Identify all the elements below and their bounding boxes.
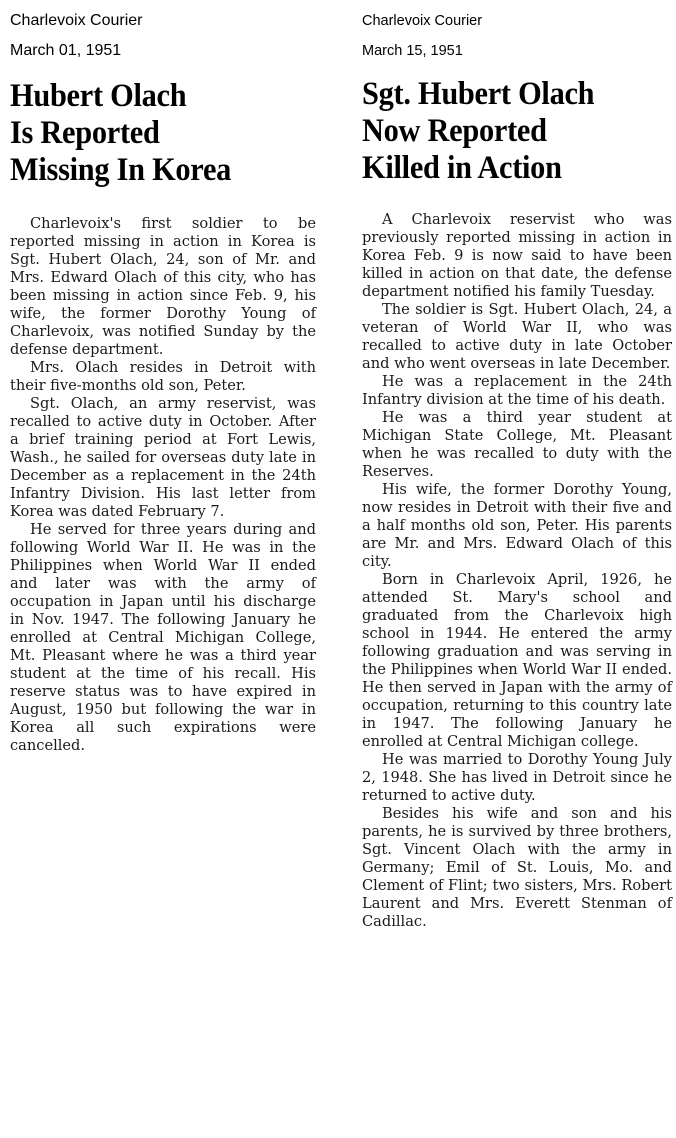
publication-date: March 15, 1951: [362, 43, 463, 59]
article-paragraph: His wife, the former Dorothy Young, now resides in Detroit with their five and a half months old son, Peter. His parents are Mr. and Mrs. Edward Olach of this city.: [362, 481, 672, 570]
article-paragraph: He was married to Dorothy Young July 2, 1948. She has lived in Detroit since he returned to active duty.: [362, 751, 672, 804]
article-paragraph: He was a replacement in the 24th Infantry division at the time of his death.: [362, 373, 672, 408]
article-paragraph: He served for three years during and following World War II. He was in the Philippines when World War II ended and later was with the army of occupation in Japan until his discharge in Nov. 1947. The following January he enrolled at Central Michigan College, Mt. Pleasant where he was a third year student at the time of his recall. His reserve status was to have expired in August, 1950 but following the war in Korea all such expirations were cancelled.: [10, 521, 316, 754]
headline-line: Hubert Olach: [10, 78, 187, 114]
headline-line: Is Reported: [10, 115, 160, 151]
article-paragraph: A Charlevoix reservist who was previously reported missing in action in Korea Feb. 9 is now said to have been killed in action on that date, the defense department notified his family Tuesday.: [362, 211, 672, 300]
headline-line: Killed in Action: [362, 150, 562, 186]
clipping-killed-in-action: [362, 0, 672, 931]
newspaper-name: Charlevoix Courier: [362, 13, 483, 29]
newspaper-name: Charlevoix Courier: [10, 12, 143, 29]
article-paragraph: Mrs. Olach resides in Detroit with their five-months old son, Peter.: [10, 359, 316, 394]
headline: [362, 76, 675, 187]
article-body: [362, 211, 672, 931]
headline: [10, 78, 323, 189]
headline-line: Missing In Korea: [10, 152, 232, 188]
article-paragraph: Born in Charlevoix April, 1926, he attended St. Mary's school and graduated from the Charlevoix high school in 1944. He entered the army following graduation and was serving in the Philippines when World War II ended. He then served in Japan with the army of occupation, returning to this country late in 1947. The following January he enrolled at Central Michigan college.: [362, 571, 672, 750]
headline-line: Now Reported: [362, 113, 547, 149]
article-paragraph: Besides his wife and son and his parents, he is survived by three brothers, Sgt. Vincent Olach with the army in Germany; Emil of St. Louis, Mo. and Clement of Flint; two sisters, Mrs. Robert Laurent and Mrs. Everett Stenman of Cadillac.: [362, 805, 672, 930]
publication-date: March 01, 1951: [10, 42, 122, 59]
article-paragraph: Charlevoix's first soldier to be reported missing in action in Korea is Sgt. Hubert Olach, 24, son of Mr. and Mrs. Edward Olach of this city, who has been missing in action since Feb. 9, his wife, the former Dorothy Young of Charlevoix, was notified Sunday by the defense department.: [10, 215, 316, 358]
clipping-missing-in-korea: [10, 0, 316, 755]
article-paragraph: The soldier is Sgt. Hubert Olach, 24, a veteran of World War II, who was recalled to active duty in late October and who went overseas in late December.: [362, 301, 672, 372]
headline-line: Sgt. Hubert Olach: [362, 76, 595, 112]
article-paragraph: He was a third year student at Michigan State College, Mt. Pleasant when he was recalled to duty with the Reserves.: [362, 409, 672, 480]
article-paragraph: Sgt. Olach, an army reservist, was recalled to active duty in October. After a brief training period at Fort Lewis, Wash., he sailed for overseas duty late in December as a replacement in the 24th Infantry Division. His last letter from Korea was dated February 7.: [10, 395, 316, 520]
article-body: [10, 215, 316, 755]
